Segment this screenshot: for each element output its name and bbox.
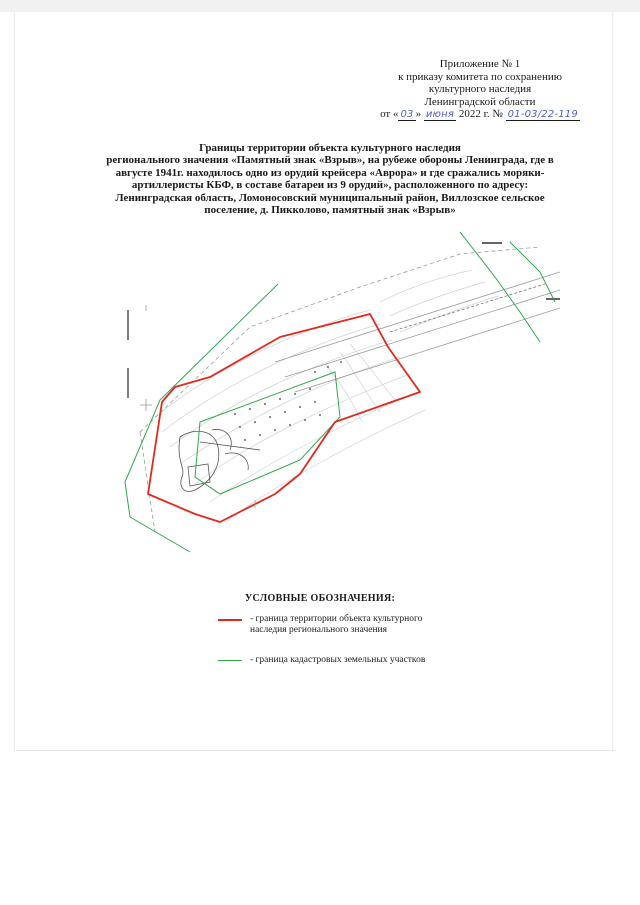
- scan-edge-top: [0, 0, 640, 12]
- survey-outline-top: [140, 247, 540, 432]
- appendix-header: [360, 58, 600, 122]
- gun-positions: [234, 361, 342, 441]
- title-line-5: Ленинградская область, Ломоносовский муниципальный район, Виллозское сельское: [115, 191, 545, 204]
- legend-red-text-line-2: наследия регионального значения: [250, 625, 387, 635]
- doc-number: 01-03/22-119: [507, 109, 578, 120]
- title-line-2: регионального значения «Памятный знак «Взрыв», на рубеже обороны Ленинграда, где в: [106, 154, 554, 167]
- scan-edge-bottom: [16, 750, 616, 751]
- title-line-1: Границы территории объекта культурного наследия: [199, 142, 461, 154]
- appendix-line-4: Ленинградской области: [424, 95, 536, 108]
- date-mid: »: [415, 108, 422, 120]
- legend-green-text: - граница кадастровых земельных участков: [250, 655, 426, 665]
- date-prefix: от «: [380, 108, 399, 120]
- legend-green-line: [218, 660, 242, 661]
- road-strip: [275, 272, 560, 392]
- title-line-4: артиллеристы КБФ, в составе батареи из 9 орудий», расположенного по адресу:: [131, 179, 529, 192]
- date-day: 03: [400, 109, 414, 120]
- survey-outline-left: [140, 432, 155, 532]
- appendix-line-3: культурного наследия: [428, 83, 532, 95]
- appendix-date-line: [360, 108, 600, 122]
- date-year: 2022 г. №: [458, 108, 503, 120]
- appendix-line-2: к приказу комитета по сохранению: [398, 70, 562, 83]
- document-title: [80, 142, 580, 216]
- legend-heading: УСЛОВНЫЕ ОБОЗНАЧЕНИЯ:: [244, 593, 396, 604]
- legend-red-text-line-1: - граница территории объекта культурного: [250, 614, 423, 624]
- cadastral-boundaries: [125, 232, 555, 552]
- scan-edge-left: [14, 12, 15, 752]
- heritage-territory-boundary: [148, 314, 420, 522]
- road-dashed: [390, 284, 545, 332]
- date-month: июня: [425, 109, 455, 120]
- title-line-6: поселение, д. Пикколово, памятный знак «Взрыв»: [204, 204, 456, 217]
- legend-red-line: [218, 619, 242, 621]
- territory-map: [100, 232, 560, 562]
- legend-red-text: [250, 614, 422, 636]
- title-line-3: августе 1941г. находилось одно из орудий крейсера «Аврора» и где сражались моряки-: [115, 166, 545, 179]
- scan-edge-right: [612, 12, 613, 752]
- appendix-line-1: Приложение № 1: [439, 58, 521, 70]
